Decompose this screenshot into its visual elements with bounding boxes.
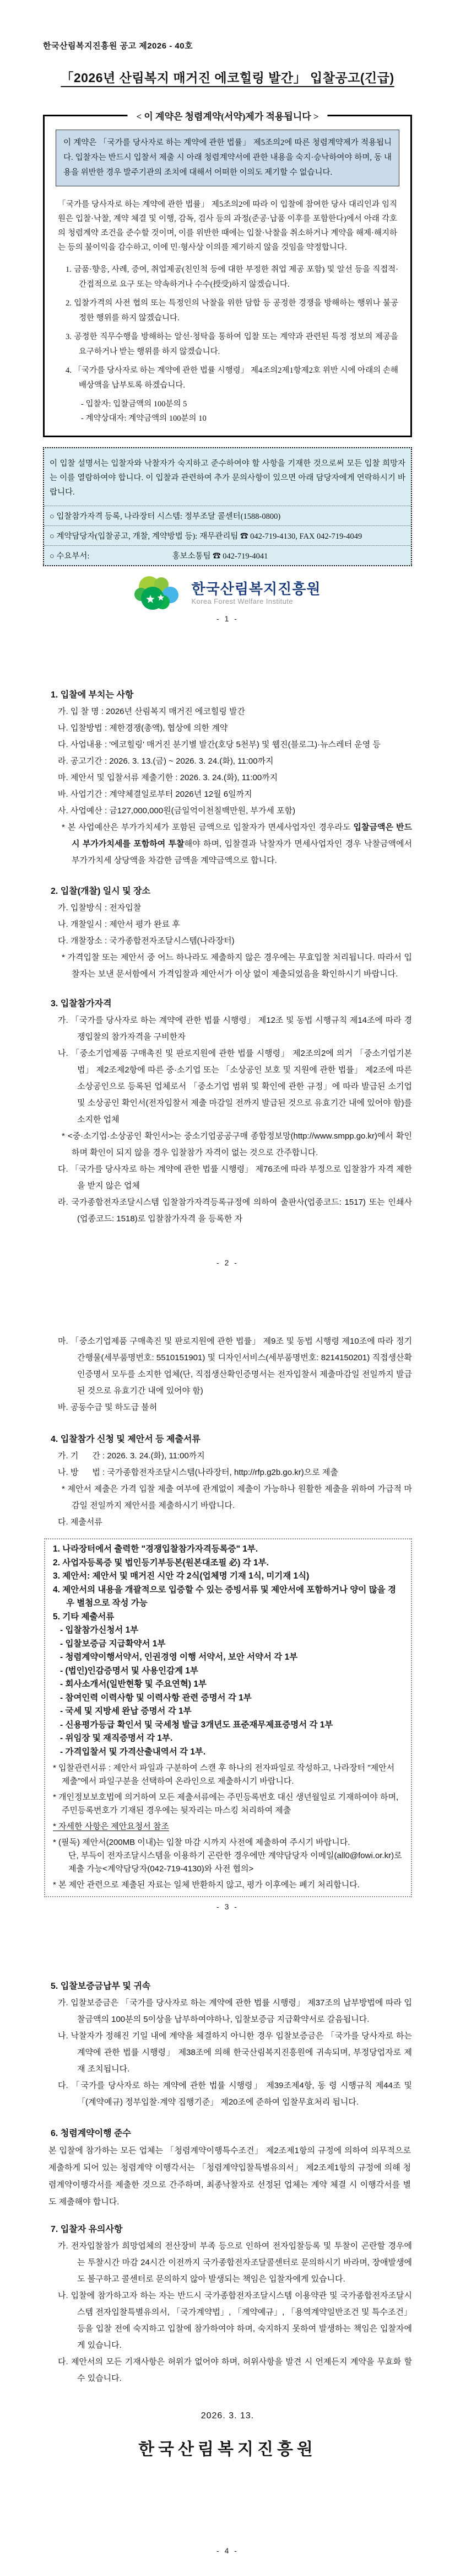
contact-value: 정부조달 콜센터(1588-0800)	[185, 512, 281, 521]
section-1-bid-matters	[43, 687, 412, 869]
bidder-note-ga: 가. 전자입찰참가 희망업체의 전산장비 부족 등으로 인하여 전자입찰등록 및 투찰이 곤란할 경우에는 투찰시간 마감 24시간 이전까지 국가종합전자조달콜센터로 문의하시기 바라며, 장애발생에도 불구하고 콜센터로 문의하지 않아 발생되는 책임은 입찰자에게 있습니다.	[58, 2241, 412, 2284]
document-title: 「2026년 산림복지 매거진 에코힐링 발간」 입찰공고(긴급)	[61, 71, 394, 85]
project-budget: 사. 사업예산 : 금127,000,000원(금일억이천칠백만원, 부가세 포함)	[58, 806, 296, 815]
section-7-heading: 7. 입찰자 유의사항	[51, 2225, 123, 2234]
contact-info-box	[43, 447, 412, 566]
doc-item-3: 3. 제안서: 제안서 및 매거진 시안 각 2식(업체명 기재 1식, 미기재 1식)	[53, 1571, 310, 1581]
integrity-banner: < 이 계약은 청렴계약(서약)제가 적용됩니다 >	[127, 109, 327, 122]
section-2-heading: 2. 입찰(개찰) 일시 및 장소	[51, 887, 150, 896]
budget-note-bold: 입찰금액은 반드시 부가가치세를 포함하여 투찰	[72, 823, 412, 849]
box-note-no-return: * 본 제안 관련으로 제출된 자료는 일체 반환하지 않고, 평가 이후에는 폐기 처리합니다.	[53, 1880, 360, 1890]
section-6-integrity-compliance	[43, 2126, 412, 2210]
section-4-heading: 4. 입찰참가 신청 및 제안서 등 제출서류	[51, 1435, 201, 1444]
doc-sub-power-of-attorney: - 위임장 및 재직증명서 각 1부.	[60, 1734, 173, 1743]
doc-sub-credit-rating: - 신용평가등급 확인서 및 국세청 발급 3개년도 표준재무제표증명서 각 1부	[60, 1720, 333, 1730]
contact-row-registration	[44, 506, 411, 525]
page-number-2: - 2 -	[216, 1258, 239, 1267]
contact-label: ○ 수요부서:	[50, 552, 90, 561]
bid-method: 나. 입찰방법 : 제한경쟁(총액), 협상에 의한 계약	[58, 723, 228, 733]
sme-certificate-note: * <중·소기업·소상공인 확인서>는 중소기업공공구매 종합정보망(http://www.smpp.go.kr)에서 확인하며 확인이 되지 않을 경우 입찰참가 자격이 없는 것으로 간주합니다.	[62, 1131, 412, 1157]
page-4	[0, 1932, 455, 2576]
submission-documents-label: 다. 제출서류	[58, 1517, 102, 1527]
section-3-continued	[43, 1333, 412, 1416]
opening-place: 다. 개찰장소 : 국가종합전자조달시스템(나라장터)	[58, 936, 235, 946]
doc-sub-seal-certificate: - (법인)인감증명서 및 사용인감계 1부	[60, 1666, 198, 1676]
announcement-period: 라. 공고기간 : 2026. 3. 13.(금) ~ 2026. 3. 24.(화), 11:00까지	[58, 756, 274, 766]
doc-sub-tax-payment: - 국세 및 지방세 완납 증명서 각 1부	[60, 1706, 192, 1716]
contact-row-contract-manager	[44, 525, 411, 545]
page-3	[0, 1288, 455, 1932]
bid-type: 가. 입찰방식 : 전자입찰	[58, 903, 142, 913]
deposit-ga: 가. 입찰보증금은 「국가를 당사자로 하는 계약에 관한 법률 시행령」 제37조의 납부방법에 따라 입찰금액의 100분의 5이상을 납부하여야하나, 입찰보증금 지급확약서로 갈음됩니다.	[58, 1998, 412, 2024]
damages-bidder: - 입찰자: 입찰금액의 100분의 5	[81, 400, 187, 409]
box-note-must-read-continued: 단, 부득이 전자조달시스템을 이용하기 곤란한 경우에만 계약담당자 이메일(all0@fowi.or.kr)로 제출 가능<계약담당자(042-719-4130)와 사전 협의>	[68, 1851, 402, 1874]
doc-sub-personnel: - 참여인력 이력사항 및 이력사항 관련 증명서 각 1부	[60, 1693, 252, 1703]
box-note-must-read: * (필독) 제안서(200MB 이내)는 입찰 마감 시까지 사전에 제출하여 주시기 바랍니다.	[53, 1838, 350, 1847]
qualification-na: 나. 「중소기업제품 구매촉진 및 판로지원에 관한 법률 시행령」 제2조의2에 의거 「중소기업기본법」 제2조제2항에 따른 중·소기업 또는 「소상공인 보호 및 지원에 관한 법률」 제2조에 따른 소상공인으로 등록된 업체로서 「중소기업 범위 및 확인에 관한 규정」에 따라 발급된 소기업 및 소상공인 확인서(전자입찰서 제출 마감일 전까지 발급된 것으로 유효기간 내에 있어야 함)를 소지한 업체	[58, 1049, 412, 1124]
kofwi-logo-icon	[134, 575, 185, 611]
qualification-ma: 마. 「중소기업제품 구매촉진 및 판로지원에 관한 법률」 제9조 및 동법 시행령 제10조에 따라 정기간행물(세부품명번호: 5510151901) 및 디자인서비스(세부품명번호: 8214150201) 직접생산확인증명서 모두를 소지한 업체(단, 직접생산확인증명서는 전자입찰서 제출마감일 전일까지 발급된 것으로 유효기간 내에 있어야 함)	[58, 1337, 412, 1396]
contact-intro: 이 입찰 설명서는 입찰자와 낙찰자가 숙지하고 준수하여야 할 사항을 기재한 것으로써 모든 입찰 희망자는 이를 열람하여야 합니다. 이 입찰과 관련하여 추가 문의사항이 있으면 아래 담당자에게 연락하시기 바랍니다.	[50, 459, 405, 497]
section-4-submission	[43, 1431, 412, 1897]
section-7-bidder-notes	[43, 2221, 412, 2387]
bidder-note-na: 나. 입찰에 참가하고자 하는 자는 반드시 국가종합전자조달시스템 이용약관 및 국가종합전자조달시스템 전자입찰특별유의서, 「국가계약법」, 「계약예규」, 「용역계약일반조건 및 특수조건」 등을 입찰 전에 숙지하고 입찰에 참가하여야 하며, 숙지하지 못하여 발생하는 책임은 입찰자에게 있습니다.	[58, 2291, 412, 2350]
doc-sub-company-profile: - 회사소개서(일반현황 및 주요연혁) 1부	[60, 1679, 207, 1689]
section-3-qualifications	[43, 996, 412, 1227]
integrity-compliance-paragraph: 본 입찰에 참가하는 모든 업체는 「청렴계약이행특수조건」 제2조제1항의 규정에 의하여 의무적으로 제출하게 되어 있는 청렴계약 이행각서는 「청렴계약입찰특별유의서」 제2조제1항의 규정에 의해 청렴계약이행각서를 제출한 것으로 간주하며, 최종낙찰자로 선정된 업체는 계약 체결 시 이행각서를 별도 제출해야 합니다.	[48, 2146, 411, 2207]
contact-label: ○ 계약담당자(입찰공고, 개찰, 계약방법 등):	[50, 532, 198, 541]
submission-method: 나. 방 법 : 국가종합전자조달시스템(나라장터, http://rfp.g2b.go.kr)으로 제출	[58, 1468, 338, 1477]
doc-sub-deposit-pledge: - 입찰보증금 지급확약서 1부	[60, 1639, 166, 1649]
page-number-3: - 3 -	[216, 1902, 239, 1911]
pledge-item-1: 1. 금품·향응, 사례, 증여, 취업제공(친인척 등에 대한 부정한 취업 제공 포함) 및 알선 등을 직접적·간접적으로 요구 또는 약속하거나 수수(授受)하지 않겠습니다.	[66, 265, 398, 289]
contact-label: ○ 입찰참가자격 등록, 나라장터 시스템:	[50, 512, 183, 521]
logo-korean-name: 한국산림복지진흥원	[191, 581, 321, 597]
section-5-heading: 5. 입찰보증금납부 및 귀속	[51, 1982, 151, 1991]
box-note-privacy: * 개인정보보호법에 의거하여 모든 제출서류에는 주민등록번호 대신 생년월일로 기재하여야 하며, 주민등록번호가 기재된 경우에는 뒷자리는 마스킹 처리하여 제출	[53, 1793, 399, 1815]
submission-period: 가. 기 간 : 2026. 3. 24.(화), 11:00까지	[58, 1451, 205, 1461]
doc-sub-pledges: - 청렴계약이행서약서, 인권경영 이행 서약서, 보안 서약서 각 1부	[60, 1652, 298, 1662]
budget-vat-note: * 본 사업예산은 부가가치세가 포함된 금액으로 입찰자가 면세사업자인 경우라도 입찰금액은 반드시 부가가치세를 포함하여 투찰해야 하며, 입찰결과 낙찰자가 면세사업자인 경우 낙찰금액에서 부가가치세 상당액을 차감한 금액을 계약금액으로 합니다.	[62, 823, 412, 865]
page-2	[0, 644, 455, 1288]
bid-name: 가. 입 찰 명 : 2026년 산림복지 매거진 에코힐링 발간	[58, 707, 246, 716]
section-2-opening	[43, 883, 412, 983]
kofwi-logo	[43, 575, 412, 611]
section-6-heading: 6. 청렴계약이행 준수	[51, 2129, 131, 2138]
integrity-pledge-paragraph: 「국가를 당사자로 하는 계약에 관한 법률」 제5조의2에 따라 이 입찰에 참여한 당사 대리인과 임직원은 입찰·낙찰, 계약 체결 및 이행, 감독, 검사 등의 과정(준공·납품 이후를 포함한다)에서 아래 각호의 청렴계약 조건을 준수할 것이며, 이를 위반한 때에는 입찰·낙찰을 취소하거나 계약을 해제·해지하는 등의 불이익을 감수하고, 이에 민·형사상 이의를 제기하지 않을 것임을 약정합니다.	[58, 200, 397, 252]
section-3-heading: 3. 입찰참가자격	[51, 999, 112, 1008]
doc-sub-price-bid: - 가격입찰서 및 가격산출내역서 각 1부.	[60, 1747, 206, 1757]
doc-item-1: 1. 나라장터에서 출력한 "경쟁입찰참가자격등록증" 1부.	[53, 1544, 258, 1554]
qualification-ra: 라. 국가종합전자조달시스템 입찰참가자격등록규정에 의하여 출판사(업종코드: 1517) 또는 인쇄사(업종코드: 1518)로 입찰참가자격 을 등록한 자	[58, 1198, 412, 1223]
issuing-agency: 한국산림복지진흥원	[138, 2440, 317, 2459]
section-1-heading: 1. 입찰에 부치는 사항	[51, 690, 134, 700]
announcement-date: 2026. 3. 13.	[201, 2411, 254, 2421]
pledge-item-2: 2. 입찰가격의 사전 협의 또는 특정인의 낙찰을 위한 담합 등 공정한 경쟁을 방해하는 행위나 불공정한 행위를 하지 않겠습니다.	[66, 299, 398, 323]
doc-item-2: 2. 사업자등록증 및 법인등기부등본(원본대조필 必) 각 1부.	[53, 1558, 269, 1568]
doc-item-5: 5. 기타 제출서류	[53, 1612, 115, 1622]
early-submission-note: * 제안서 제출은 가격 입찰 제출 여부에 관계없이 제출이 가능하나 원활한 제출을 위하여 가급적 마감일 전일까지 제안서를 제출하시기 바랍니다.	[62, 1484, 412, 1510]
project-period: 바. 사업기간 : 계약체결일로부터 2026년 12월 6일까지	[58, 790, 252, 799]
doc-item-4: 4. 제안서의 내용을 개괄적으로 입증할 수 있는 증빙서류 및 제안서에 포함하거나 양이 많을 경우 별첨으로 작성 가능	[53, 1585, 396, 1608]
qualification-ba: 바. 공동수급 및 하도급 불허	[58, 1403, 158, 1412]
page-1	[0, 0, 455, 644]
agency-announcement-number: 한국산림복지진흥원 공고 제2026 - 40호	[43, 41, 193, 51]
project-content: 다. 사업내용 : '에코힐링' 매거진 분기별 발간(호당 5천부) 및 웹진(블로그)·뉴스레터 운영 등	[58, 740, 381, 749]
contact-row-demand-dept	[44, 545, 411, 565]
contact-value: 홍보소통팀 ☎ 042-719-4041	[172, 552, 268, 561]
page-number-1: - 1 -	[216, 614, 239, 623]
opening-datetime: 나. 개찰일시 : 제안서 평가 완료 후	[58, 920, 180, 929]
doc-sub-application: - 입찰참가신청서 1부	[60, 1625, 139, 1635]
integrity-notice: 이 계약은 「국가를 당사자로 하는 계약에 관한 법률」 제5조의2에 따른 청렴계약제가 적용됩니다. 입찰자는 반드시 입찰서 제출 시 아래 청렴계약서에 관한 내용을 숙지·승낙하여야 하며, 동 내용을 위반한 경우 발주기관의 조치에 대해서 어떠한 이의도 제기할 수 없습니다.	[56, 130, 399, 186]
box-note-scan: * 입찰관련서류 : 제안서 파일과 구분하여 스캔 후 하나의 전자파일로 작성하고, 나라장터 "제안서 제출"에서 파일구분을 선택하여 온라인으로 제출하시기 바랍니다.	[53, 1763, 395, 1786]
integrity-pledge-box	[43, 111, 412, 437]
qualification-ga: 가. 「국가를 당사자로 하는 계약에 관한 법률 시행령」 제12조 및 동법 시행규칙 제14조에 따라 경쟁입찰의 참가자격을 구비한자	[58, 1016, 412, 1042]
deposit-da: 다. 「국가를 당사자로 하는 계약에 관한 법률 시행령」 제39조제4항, 동 령 시행규칙 제44조 및 「(계약예규) 정부입찰·계약 집행기준」 제20조에 준하여 입찰무효처리 됩니다.	[58, 2081, 412, 2107]
logo-english-name: Korea Forest Welfare Institute	[191, 597, 293, 605]
submission-documents-box	[44, 1538, 412, 1897]
deposit-na: 나. 낙찰자가 정해진 기일 내에 계약을 체결하지 아니한 경우 입찰보증금은 「국가를 당사자로 하는 계약에 관한 법률 시행령」 제38조에 의해 한국산림복지진흥원에 귀속되며, 부정당업자로 제재 조치됩니다.	[58, 2031, 412, 2074]
box-note-rfp-reference: * 자세한 사항은 제안요청서 참조	[53, 1822, 169, 1831]
contact-value: 재무관리팀 ☎ 042-719-4130, FAX 042-719-4049	[199, 532, 362, 541]
pledge-item-4: 4. 「국가를 당사자로 하는 계약에 관한 법률 시행령」 제4조의2제1항제2호 위반 시에 아래의 손해배상액을 납부토록 하겠습니다.	[66, 366, 398, 390]
pledge-item-3: 3. 공정한 직무수행을 방해하는 알선·청탁을 통하여 입찰 또는 계약과 관련된 특정 정보의 제공을 요구하거나 받는 행위를 하지 않겠습니다.	[66, 332, 398, 356]
qualification-da: 다. 「국가를 당사자로 하는 계약에 관한 법률 시행령」 제76조에 따라 부정으로 입찰참가 자격 제한을 받지 않은 업체	[58, 1164, 412, 1190]
page-number-4: - 4 -	[216, 2546, 239, 2555]
kofwi-logo-text	[191, 581, 321, 605]
section-5-deposit	[43, 1978, 412, 2111]
bidder-note-da: 다. 제안서의 모든 기재사항은 허위가 없어야 하며, 허위사항을 발견 시 언제든지 계약을 무효화 할 수 있습니다.	[58, 2357, 412, 2383]
damages-contractor: - 계약상대자: 계약금액의 100분의 10	[81, 414, 207, 423]
submission-deadline: 마. 제안서 및 입찰서류 제출기한 : 2026. 3. 24.(화), 11:00까지	[58, 773, 278, 782]
damages-list	[56, 397, 399, 426]
invalid-bid-note: * 가격입찰 또는 제안서 중 어느 하나라도 제출하지 않은 경우에는 무효입찰 처리됩니다. 따라서 입찰자는 보낸 문서함에서 가격입찰과 제안서가 이상 없이 제출되었음을 확인하시기 바랍니다.	[62, 953, 412, 979]
